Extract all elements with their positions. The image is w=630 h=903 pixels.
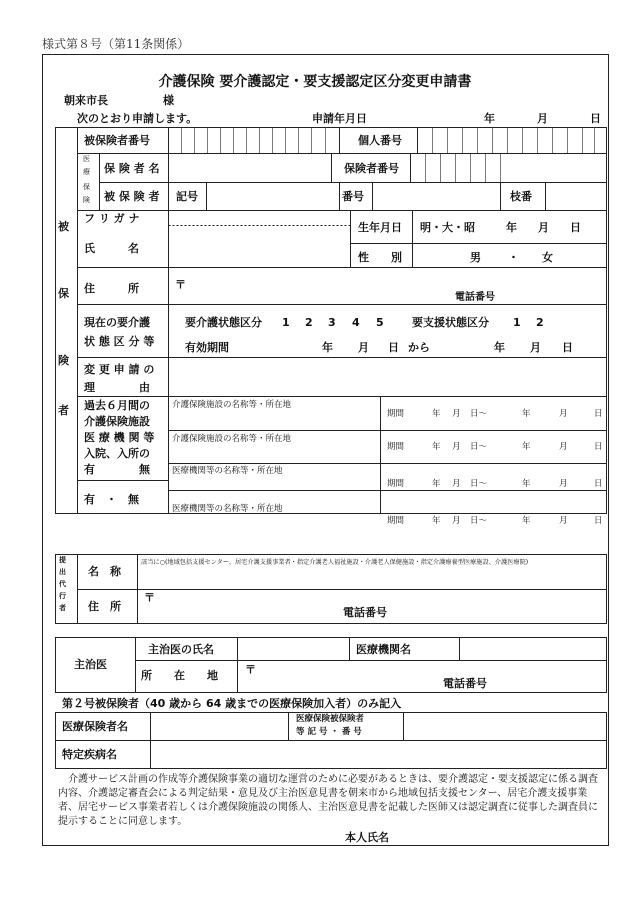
birth-month-unit: 月 [538,221,549,234]
number-label: 番号 [342,190,364,203]
medical-2-label: 医療機関等の名称等・所在地 [172,504,283,514]
insured-side-label-2: 保 [58,287,69,300]
care-level-3: 3 [328,316,336,329]
address-postal-mark: 〒 [175,278,186,291]
period-4-to-year: 年 [522,516,531,526]
validity-start-month: 月 [358,341,369,354]
validity-end-year: 年 [494,341,505,354]
validity-from: から [408,341,430,354]
insured-side-label-4: 者 [58,404,69,417]
signature-label: 本人氏名 [345,831,389,844]
agent-name-note: 該当に○(地域包括支援センター、居宅介護支援事業者・指定介護老人福祉施設・介護老人保健施設・指定介護療養型医療施設、介護医療院) [141,559,529,566]
application-date-month: 月 [537,112,548,125]
period-2-from-day: 日～ [470,442,488,452]
agent-phone-label: 電話番号 [343,606,387,619]
application-date-label: 申請年月日 [312,112,367,125]
period-1-to-year: 年 [522,409,531,419]
reason-label-line2: 理 由 [84,381,150,394]
insurer-name-label: 保 険 者 名 [104,162,160,175]
agent-side-label-1: 提 [59,556,66,564]
medical-side-label-3: 保 [83,183,90,191]
institution-label: 医療機関名 [356,643,411,656]
agent-side-label-5: 者 [59,604,66,612]
agent-name-label: 名 称 [88,565,121,578]
second-insured-note: 第２号被保険者（40 歳から 64 歳までの医療保険加入者）のみ記入 [62,697,402,710]
addressee: 朝来市長 [64,94,108,107]
medical-side-label-2: 療 [83,168,90,176]
consent-statement: 介護サービス計画の作成等介護保険事業の適切な運営のために必要があるときは、要介護認定・要支援認定に係る調査内容、介護認定審査会による判定結果・意見及び主治医意見書を朝来市から地域包括支援センター、居宅介護支援事業者、居宅サービス事業者若しくは介護保険施設の関係人、主治医意見書を記載した医師又は認定調査に従事した調査員に提示することに同意します。 [58,774,598,827]
validity-start-day: 日 [388,341,399,354]
medical-side-label-1: 医 [83,155,90,163]
period-4-from-month: 月 [452,516,461,526]
validity-label: 有効期間 [185,341,229,354]
sex-male: 男 [470,251,481,264]
facility-1-label: 介護保険施設の名称等・所在地 [172,400,292,410]
form-title: 介護保険 要介護認定・要支援認定区分変更申請書 [158,74,472,90]
insurer-number-label: 保険者番号 [344,162,399,175]
past-stay-label-line2: 介護保険施設 [84,415,150,428]
symbol-label: 記号 [176,190,198,203]
agent-postal-mark: 〒 [144,591,155,604]
application-date-day: 日 [590,112,601,125]
current-level-label-line1: 現在の要介護 [84,316,150,329]
period-1-label: 期間 [387,409,405,419]
era-options: 明・大・昭 [420,221,475,234]
past-stay-label-line3: 医 療 機 関 等 [84,431,155,444]
validity-end-month: 月 [530,341,541,354]
period-1-to-month: 月 [559,409,568,419]
specific-disease-label: 特定疾病名 [62,748,117,761]
doctor-label: 主治医 [74,658,107,671]
care-level-2: 2 [305,316,313,329]
sex-female: 女 [542,251,553,264]
reason-label-line1: 変 更 申 請 の [84,363,155,376]
insured-symbol-label-line1: 医療保険被保険者 [296,714,365,724]
medical-side-label-4: 険 [83,196,90,204]
period-4-to-month: 月 [559,516,568,526]
period-1-from-month: 月 [452,409,461,419]
insured-side-label-3: 険 [58,354,69,367]
application-date-year: 年 [484,112,495,125]
doctor-phone-label: 電話番号 [443,677,487,690]
form-number: 様式第８号（第11条関係） [42,37,190,51]
period-2-to-day: 日 [594,442,603,452]
period-2-to-year: 年 [522,442,531,452]
period-4-label: 期間 [387,516,405,526]
validity-end-day: 日 [562,341,573,354]
current-level-label-line2: 状 態 区 分 等 [84,335,155,348]
period-1-to-day: 日 [594,409,603,419]
facility-2-label: 介護保険施設の名称等・所在地 [172,434,292,444]
birth-year-unit: 年 [506,221,517,234]
support-level-1: 1 [513,316,521,329]
doctor-postal-mark: 〒 [245,663,256,676]
care-level-4: 4 [352,316,360,329]
insured-person-label: 被 保 険 者 [104,190,160,203]
period-3-label: 期間 [387,479,405,489]
period-1-from-year: 年 [432,409,441,419]
insured-number-label: 被保険者番号 [84,134,150,147]
sex-label: 性 別 [358,251,402,264]
agent-side-label-4: 行 [59,592,66,600]
period-3-to-day: 日 [594,479,603,489]
medical-1-label: 医療機関等の名称等・所在地 [172,466,283,476]
period-3-from-month: 月 [452,479,461,489]
period-4-from-year: 年 [432,516,441,526]
birth-date-label: 生年月日 [358,221,402,234]
agent-side-label-2: 出 [59,568,66,576]
doctor-name-label: 主治医の氏名 [148,643,214,656]
sex-separator: ・ [508,251,519,264]
period-3-from-year: 年 [432,479,441,489]
address-phone-label: 電話番号 [455,292,495,303]
period-3-from-day: 日～ [470,479,488,489]
agent-side-label-3: 代 [59,580,66,588]
insured-symbol-label-line2: 等 記 号 ・ 番 号 [296,727,362,737]
furigana-label: フ リ ガ ナ [84,212,140,225]
period-1-from-day: 日～ [470,409,488,419]
past-stay-label-line1: 過去６月間の [84,399,150,412]
support-level-label: 要支援状態区分 [412,316,489,329]
address-label: 住 所 [84,282,139,295]
branch-label: 枝番 [510,190,532,203]
support-level-2: 2 [536,316,544,329]
care-level-5: 5 [376,316,384,329]
agent-address-label: 住 所 [88,600,121,613]
birth-day-unit: 日 [570,221,581,234]
validity-start-year: 年 [322,341,333,354]
care-level-label: 要介護状態区分 [185,316,262,329]
period-4-to-day: 日 [594,516,603,526]
medical-insurer-label: 医療保険者名 [62,720,128,733]
name-label: 氏 名 [84,242,139,255]
past-stay-label-line4: 入院、入所の [84,447,150,460]
honorific: 様 [163,94,174,107]
insured-side-label-1: 被 [58,220,69,233]
personal-number-label: 個人番号 [358,134,402,147]
period-3-to-month: 月 [559,479,568,489]
period-2-from-month: 月 [452,442,461,452]
period-3-to-year: 年 [522,479,531,489]
past-stay-presence: 有 ・ 無 [84,493,139,506]
care-level-1: 1 [282,316,290,329]
intro-text: 次のとおり申請します。 [77,112,198,125]
period-2-label: 期間 [387,442,405,452]
past-stay-label-line5: 有 無 [84,463,150,476]
doctor-address-label: 所 在 地 [141,669,218,682]
period-4-from-day: 日～ [470,516,488,526]
period-2-to-month: 月 [559,442,568,452]
period-2-from-year: 年 [432,442,441,452]
